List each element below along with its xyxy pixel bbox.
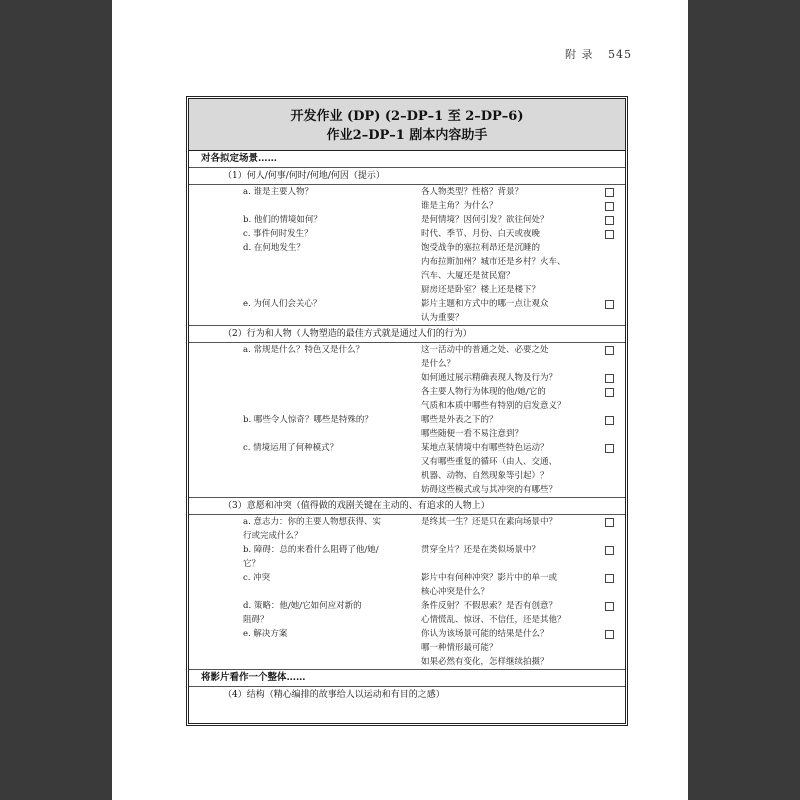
question-text: [243, 599, 413, 627]
prompt-line: 妨碍这些模式或与其冲突的有哪些？: [421, 485, 558, 495]
prompt-text: [421, 441, 571, 497]
prompt-line: 气质和本质中哪些有特别的启发意义？: [421, 401, 566, 411]
prompt-line: 各主要人物行为体现的他/她/它的: [421, 387, 546, 397]
checkbox[interactable]: [605, 346, 614, 355]
question-text: [243, 227, 413, 241]
question-line: 它？: [243, 559, 261, 569]
prompt-line: 影片中有何种冲突？影片中的单一或: [421, 573, 558, 583]
worksheet-form: [186, 96, 628, 726]
question-line: c. 冲突: [243, 573, 271, 583]
prompt-line: 如果必然有变化，怎样继续拍摄？: [421, 657, 549, 667]
checkbox[interactable]: [605, 574, 614, 583]
form-subtitle: 作业2–DP–1 剧本内容助手: [326, 128, 488, 143]
prompt-line: 你认为该场景可能的结果是什么？: [421, 629, 549, 639]
prompt-text: [421, 371, 571, 385]
question-row: [189, 413, 625, 441]
question-line: 阻碍？: [243, 615, 269, 625]
running-head-section: 附 录: [565, 48, 594, 61]
question-line: b. 他们的情境如何？: [243, 215, 322, 225]
prompt-text: [421, 213, 571, 227]
checkbox[interactable]: [605, 188, 614, 197]
question-text: [243, 413, 413, 427]
question-row: [189, 199, 625, 213]
question-text: [243, 343, 413, 357]
prompt-line: 是终其一生？还是只在素向场景中？: [421, 517, 558, 527]
subsection-heading-3: （3）意愿和冲突（值得做的戏剧关键在主动的、有追求的人物上）: [223, 501, 490, 511]
question-line: c. 情境运用了何种模式？: [243, 443, 339, 453]
question-row: [189, 297, 625, 325]
question-row: [189, 385, 625, 413]
checkbox[interactable]: [605, 230, 614, 239]
page-number: 545: [608, 48, 632, 61]
subsection-heading-2: （2）行为和人物（人物塑造的最佳方式就是通过人们的行为）: [223, 329, 472, 339]
subsection-heading-4: （4）结构（精心编排的故事给人以运动和有目的之感）: [223, 690, 445, 700]
checkbox[interactable]: [605, 630, 614, 639]
prompt-text: [421, 297, 571, 325]
prompt-text: [421, 227, 571, 241]
question-row: [189, 599, 625, 627]
prompt-line: 条件反射？不假思索？是否有创意？: [421, 601, 558, 611]
prompt-line: 各人物类型？性格？背景？: [421, 187, 524, 197]
form-title: 开发作业 (DP) (2–DP–1 至 2–DP–6): [290, 109, 524, 124]
prompt-line: 这一活动中的普通之处、必要之处: [421, 345, 549, 355]
question-text: [243, 627, 413, 641]
prompt-line: 哪一种情形最可能？: [421, 643, 498, 653]
prompt-text: [421, 543, 571, 557]
question-row: [189, 227, 625, 241]
form-header: [189, 99, 625, 151]
question-row: [189, 515, 625, 543]
question-row: [189, 213, 625, 227]
checkbox[interactable]: [605, 300, 614, 309]
prompt-line: 核心冲突是什么？: [421, 587, 490, 597]
prompt-line: 某地点某情境中有哪些特色运动？: [421, 443, 549, 453]
question-text: [243, 185, 413, 199]
subsection-3-rows: [189, 515, 625, 669]
checkbox[interactable]: [605, 416, 614, 425]
prompt-line: 影片主题和方式中的哪一点让观众: [421, 299, 549, 309]
question-line: d. 策略：他/她/它如何应对新的: [243, 601, 362, 611]
question-text: [243, 241, 413, 255]
prompt-line: 贯穿全片？还是在类似场景中？: [421, 545, 541, 555]
question-row: [189, 371, 625, 385]
prompt-line: 如何通过展示精确表现人物及行为？: [421, 373, 558, 383]
subsection-heading-1: （1）何人/何事/何时/何地/何因（提示）: [223, 171, 385, 181]
question-line: c. 事件何时发生？: [243, 229, 313, 239]
question-row: [189, 441, 625, 497]
question-text: [243, 543, 413, 571]
prompt-line: 内布拉斯加州？城市还是乡村？火车、: [421, 257, 566, 267]
section-heading-whole-film: 将影片看作一个整体……: [201, 672, 306, 683]
prompt-line: 机器、动物、自然现象等引起）？: [421, 471, 549, 481]
prompt-line: 是何情境？因何引发？欲往何处？: [421, 215, 549, 225]
prompt-text: [421, 199, 571, 213]
subsection-1-rows: [189, 185, 625, 325]
question-line: b. 障碍：总的来看什么阻碍了他/她/: [243, 545, 379, 555]
prompt-line: 是什么？: [421, 359, 456, 369]
subsection-2-rows: [189, 343, 625, 497]
question-line: a. 谁是主要人物？: [243, 187, 313, 197]
prompt-line: 谁是主角？为什么？: [421, 201, 498, 211]
question-line: e. 解决方案: [243, 629, 288, 639]
question-line: d. 在何地发生？: [243, 243, 305, 253]
book-page: [112, 0, 688, 800]
question-row: [189, 543, 625, 571]
question-text: [243, 297, 413, 311]
prompt-text: [421, 241, 571, 297]
question-line: b. 哪些令人惊奇？哪些是特殊的？: [243, 415, 373, 425]
running-head: [565, 46, 632, 62]
section-heading-scenes: 对各拟定场景……: [201, 153, 278, 164]
question-row: [189, 185, 625, 199]
prompt-text: [421, 599, 571, 627]
prompt-text: [421, 413, 571, 441]
checkbox[interactable]: [605, 374, 614, 383]
prompt-text: [421, 385, 571, 413]
question-row: [189, 343, 625, 371]
question-line: a. 意志力：你的主要人物想获得、实: [243, 517, 381, 527]
checkbox[interactable]: [605, 602, 614, 611]
prompt-line: 时代、季节、月份、白天或夜晚: [421, 229, 541, 239]
checkbox[interactable]: [605, 216, 614, 225]
checkbox[interactable]: [605, 546, 614, 555]
prompt-line: 厨房还是卧室？楼上还是楼下？: [421, 285, 541, 295]
prompt-line: 认为重要？: [421, 313, 464, 323]
question-text: [243, 213, 413, 227]
prompt-line: 哪些是外表之下的？: [421, 415, 498, 425]
prompt-line: 汽车、大厦还是贫民窟？: [421, 271, 515, 281]
prompt-text: [421, 185, 571, 199]
question-text: [243, 441, 413, 455]
checkbox[interactable]: [605, 444, 614, 453]
prompt-text: [421, 515, 571, 529]
question-text: [243, 571, 413, 585]
prompt-line: 心情慌乱、惊讶、不信任，还是其他？: [421, 615, 566, 625]
question-text: [243, 515, 413, 543]
question-row: [189, 241, 625, 297]
question-row: [189, 627, 625, 669]
prompt-text: [421, 343, 571, 371]
prompt-text: [421, 627, 571, 669]
prompt-line: 饱受战争的塞拉利昂还是沉睡的: [421, 243, 541, 253]
checkbox[interactable]: [605, 518, 614, 527]
checkbox[interactable]: [605, 202, 614, 211]
prompt-line: 又有哪些重复的循环（由人、交通、: [421, 457, 558, 467]
question-line: a. 常规是什么？特色又是什么？: [243, 345, 364, 355]
question-row: [189, 571, 625, 599]
question-line: e. 为何人们会关心？: [243, 299, 322, 309]
question-line: 行或完成什么？: [243, 531, 303, 541]
prompt-text: [421, 571, 571, 599]
prompt-line: 哪些随便一看不易注意到？: [421, 429, 524, 439]
checkbox[interactable]: [605, 388, 614, 397]
